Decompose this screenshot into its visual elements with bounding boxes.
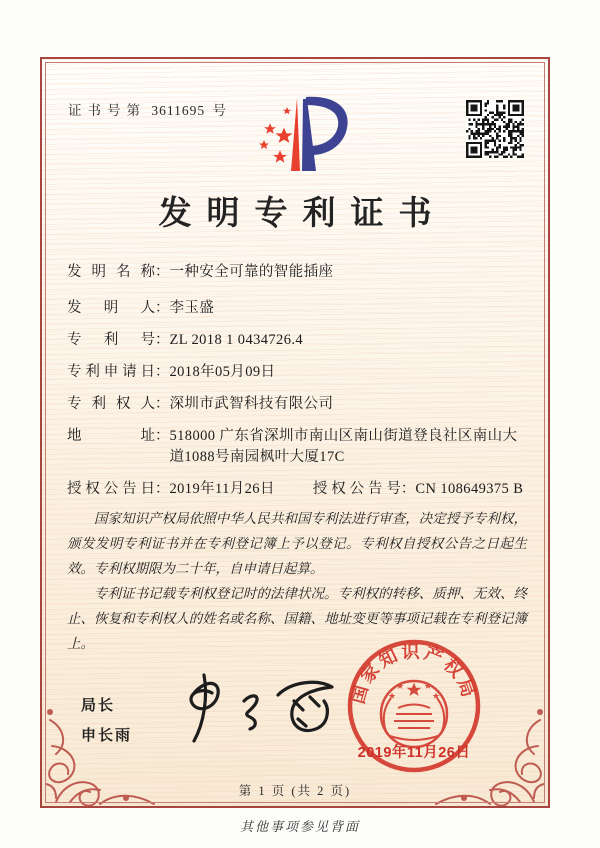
seal-date: 2019年11月26日 — [357, 745, 471, 761]
legal-paragraph-2: 专利证书记载专利权登记时的法律状况。专利权的转移、质押、无效、终止、恢复和专利权人的姓名或名称、国籍、地址变更等事项记载在专利登记簿上。 — [67, 586, 527, 651]
field-label: 授权公告号 — [312, 481, 401, 497]
logo-blue-cone — [302, 99, 316, 171]
field-colon: ： — [155, 364, 170, 380]
field-grant-number — [313, 479, 523, 500]
field-colon: ： — [155, 481, 170, 497]
field-colon: ： — [155, 428, 170, 444]
field-patent-number — [67, 330, 529, 351]
field-colon: ： — [155, 264, 170, 280]
page-indicator: 第 1 页 (共 2 页) — [238, 784, 352, 798]
back-note: 其他事项参见背面 — [239, 819, 360, 834]
certificate-fields — [67, 262, 529, 511]
field-value: 518000 广东省深圳市南山区南山街道登良社区南山大道1088号南园枫叶大厦17C — [169, 428, 518, 465]
qr-code — [466, 100, 524, 158]
seal-agency-text: 国家知识产权局 — [347, 641, 480, 706]
field-invention-name — [67, 262, 529, 283]
logo-stars — [259, 107, 293, 163]
logo-red-cone — [291, 98, 300, 171]
field-value: 2018年05月09日 — [169, 364, 276, 380]
field-label: 专利权人 — [67, 396, 155, 412]
certificate-number-suffix: 号 — [212, 103, 226, 118]
field-value: 深圳市武智科技有限公司 — [169, 396, 334, 412]
field-label: 发明名称 — [67, 264, 155, 280]
field-value: 一种安全可靠的智能插座 — [169, 264, 334, 280]
field-value: ZL 2018 1 0434726.4 — [169, 332, 304, 348]
signer-name: 申长雨 — [81, 727, 133, 744]
field-value: 2019年11月26日 — [169, 481, 275, 497]
field-label: 授权公告日 — [67, 481, 155, 497]
director-signature — [160, 667, 350, 757]
field-filing-date — [67, 362, 529, 383]
field-address — [67, 426, 529, 468]
cnipa-logo-icon — [250, 81, 380, 189]
logo-p-bowl — [305, 97, 348, 155]
field-label: 专利号 — [67, 332, 155, 348]
field-colon: ： — [155, 332, 170, 348]
field-value: 李玉盛 — [169, 300, 215, 316]
corner-flourish-icon — [40, 690, 160, 810]
field-label: 专利申请日 — [67, 364, 155, 380]
field-patentee — [67, 394, 529, 415]
certificate-number — [68, 99, 226, 119]
field-grant-row — [67, 479, 529, 500]
field-colon: ： — [155, 300, 170, 316]
field-value: CN 108649375 B — [415, 481, 524, 497]
certificate-number-value: 3611695 — [151, 103, 206, 118]
field-colon: ： — [155, 396, 170, 412]
field-grant-date — [67, 479, 275, 500]
field-inventor — [67, 298, 529, 319]
certificate-title: 发明专利证书 — [158, 196, 447, 232]
corner-flourish-icon — [430, 690, 550, 810]
certificate-number-prefix: 证书号第 — [68, 103, 146, 118]
legal-paragraph-1: 国家知识产权局依照中华人民共和国专利法进行审查，决定授予专利权，颁发发明专利证书并在专利登记簿上予以登记。专利权自授权公告之日起生效。专利权期限为二十年，自申请日起算。 — [67, 511, 527, 576]
field-label: 发明人 — [67, 300, 155, 316]
field-label: 地址 — [67, 428, 155, 444]
field-colon: ： — [400, 481, 416, 497]
signer-title: 局长 — [81, 697, 116, 714]
certificate-frame — [40, 57, 550, 808]
